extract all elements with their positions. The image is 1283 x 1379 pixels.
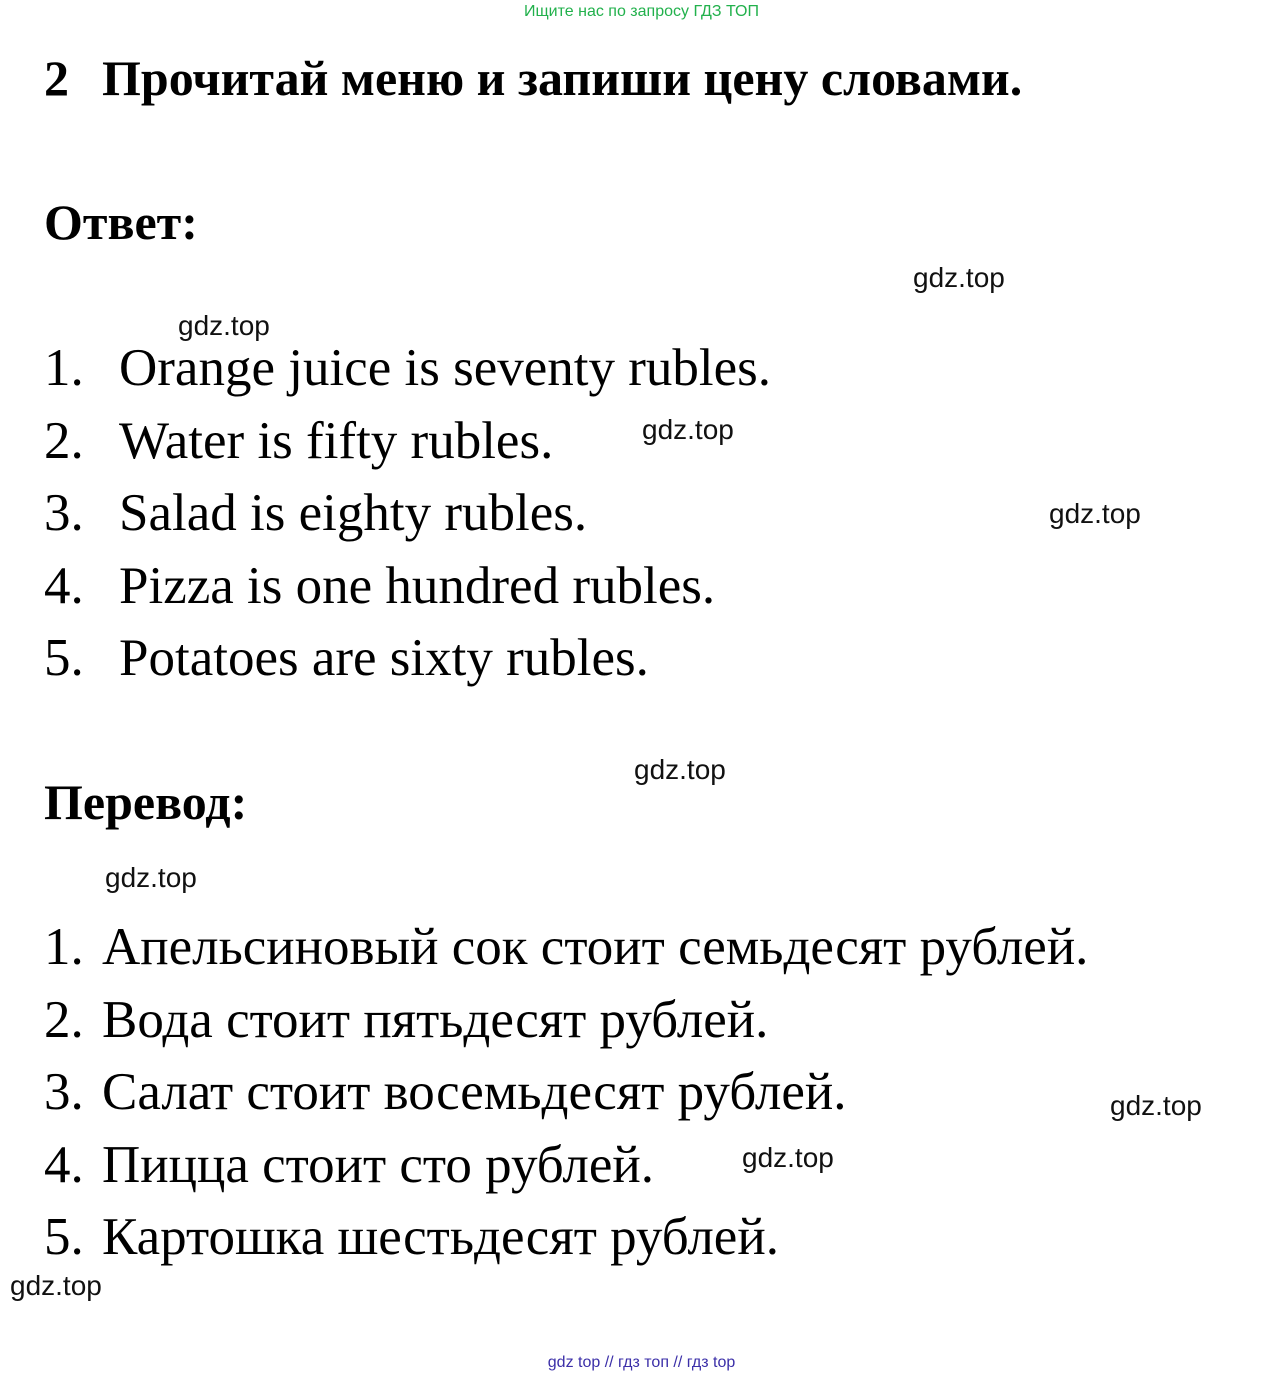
- item-text: Картошка шестьдесят рублей.: [102, 1208, 779, 1266]
- list-item: [44, 554, 771, 627]
- list-item: [44, 626, 771, 699]
- item-number: 3.: [44, 484, 84, 542]
- watermark: gdz.top: [634, 754, 726, 785]
- top-banner: Ищите нас по запросу ГДЗ ТОП: [524, 3, 759, 20]
- item-text: Salad is eighty rubles.: [119, 484, 588, 542]
- watermark: gdz.top: [178, 310, 270, 341]
- item-number: 2.: [44, 990, 84, 1049]
- item-number: 1.: [44, 918, 84, 976]
- watermark: gdz.top: [105, 862, 197, 893]
- watermark: gdz.top: [10, 1270, 102, 1301]
- translation-list: [44, 915, 1088, 1278]
- list-item: [44, 481, 771, 554]
- answer-heading: Ответ:: [44, 194, 198, 250]
- item-text: Water is fifty rubles.: [119, 411, 554, 470]
- item-number: 2.: [44, 411, 84, 470]
- footer: gdz top // гдз топ // гдз top: [547, 1354, 736, 1371]
- item-number: 4.: [44, 556, 84, 615]
- watermark: gdz.top: [913, 262, 1005, 293]
- watermark: gdz.top: [742, 1142, 834, 1173]
- item-number: 5.: [44, 1208, 84, 1266]
- item-text: Pizza is one hundred rubles.: [119, 556, 716, 615]
- task-title-text: Прочитай меню и запиши цену словами.: [102, 50, 1023, 106]
- item-text: Апельсиновый сок стоит семьдесят рублей.: [102, 918, 1089, 976]
- task-number: 2: [44, 50, 69, 106]
- translation-heading: Перевод:: [44, 774, 248, 830]
- item-number: 1.: [44, 339, 84, 397]
- task-title: [44, 50, 1022, 106]
- item-text: Orange juice is seventy rubles.: [119, 339, 771, 397]
- list-item: [44, 1133, 1088, 1206]
- watermark: gdz.top: [1049, 498, 1141, 529]
- list-item: [44, 1060, 1088, 1133]
- list-item: [44, 1205, 1088, 1278]
- item-text: Пицца стоит сто рублей.: [102, 1135, 654, 1194]
- item-text: Салат стоит восемьдесят рублей.: [102, 1063, 847, 1121]
- item-text: Potatoes are sixty rubles.: [119, 629, 649, 687]
- list-item: [44, 336, 771, 409]
- answers-list: [44, 336, 771, 699]
- list-item: [44, 988, 1088, 1061]
- watermark: gdz.top: [1110, 1090, 1202, 1121]
- item-number: 3.: [44, 1063, 84, 1121]
- watermark: gdz.top: [642, 414, 734, 445]
- item-number: 4.: [44, 1135, 84, 1194]
- item-text: Вода стоит пятьдесят рублей.: [102, 990, 769, 1049]
- item-number: 5.: [44, 629, 84, 687]
- list-item: [44, 915, 1088, 988]
